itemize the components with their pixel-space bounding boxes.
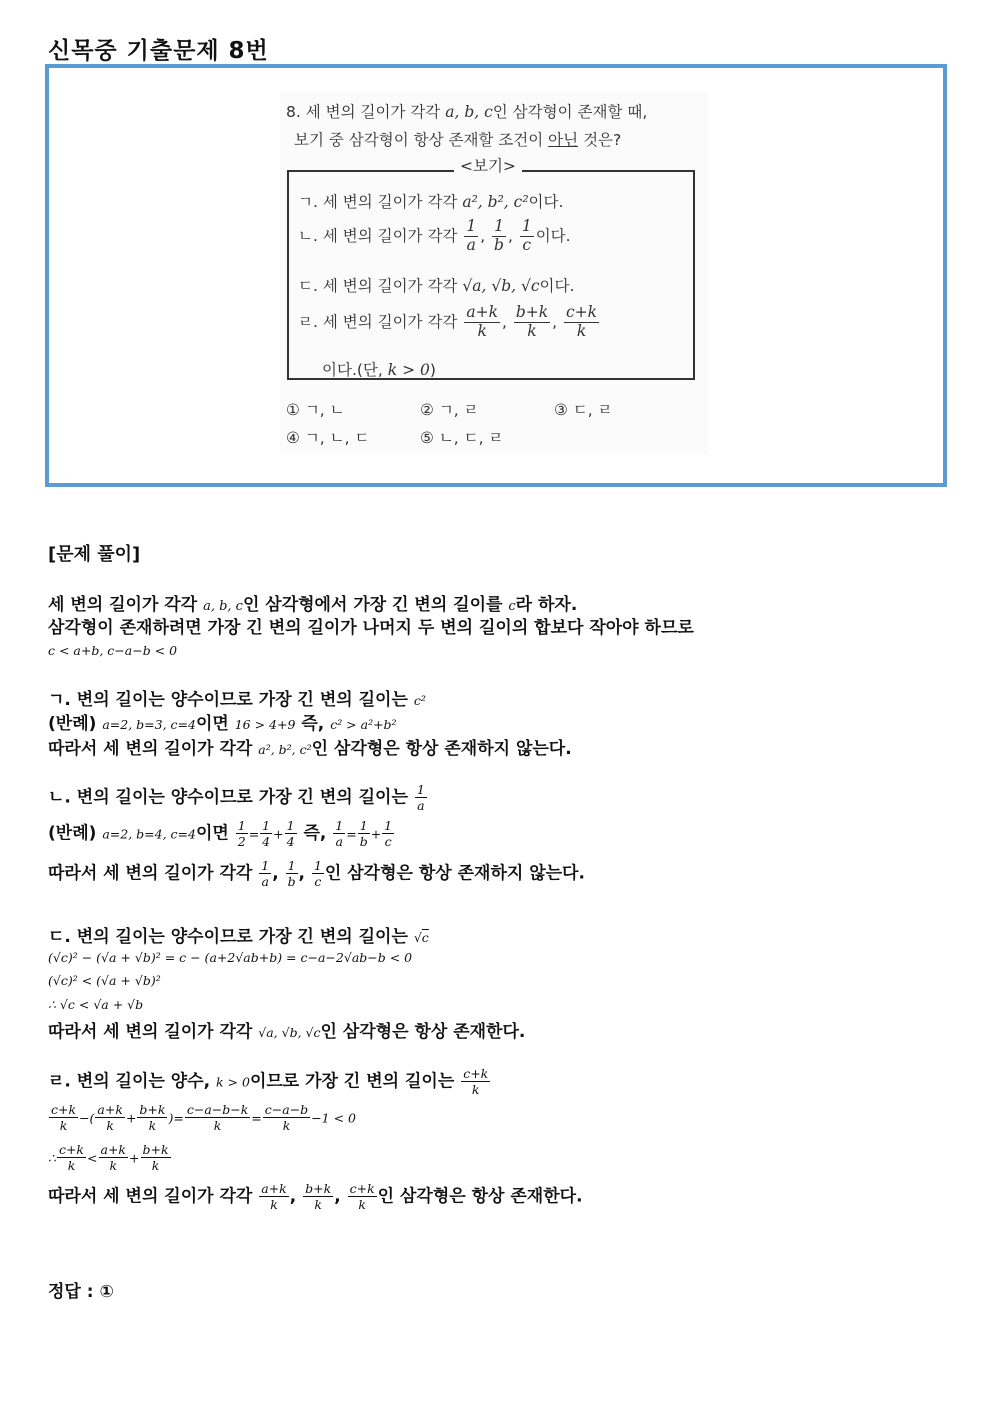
intro-line-2: 삼각형이 존재하려면 가장 긴 변의 길이가 나머지 두 변의 길이의 합보다 작아야 하므로 [48, 618, 694, 638]
d-line-4: ∴ √c < √a + √b [48, 997, 144, 1012]
fraction: $\frac{1}{a}$ [335, 818, 344, 849]
fraction: $\frac{b+k}{k}$ [139, 1102, 166, 1133]
choice-1: ① ㄱ, ㄴ [286, 401, 345, 419]
n-line-2: (반례) a=2, b=4, c=4이면 $\frac{1}{2}$ = $\frac{1}{4}$ + $\frac{1}{4}$ 즉, $\frac{1}{a}$ = $\frac{1}{b}$ + $\frac{1}{c}$ [48, 818, 393, 849]
n-line-3: 따라서 세 변의 길이가 각각 $\frac{1}{a}$ , $\frac{1}{b}$ , $\frac{1}{c}$ 인 삼각형은 항상 존재하지 않는다. [48, 858, 585, 889]
g-line-3: 따라서 세 변의 길이가 각각 a², b², c²인 삼각형은 항상 존재하지 않는다. [48, 739, 572, 759]
r-line-2: $\frac{c+k}{k}$ −( $\frac{a+k}{k}$ + $\frac{b+k}{k}$ )= $\frac{c-a-b-k}{k}$ = $\frac{c-a-b}{k}$ −1 < 0 [51, 1102, 356, 1133]
fraction: $\frac{1}{b}$ [494, 217, 504, 254]
fraction: $\frac{c+k}{k}$ [51, 1102, 77, 1133]
fraction: $\frac{1}{4}$ [262, 818, 271, 849]
fraction: $\frac{1}{b}$ [287, 858, 296, 889]
fraction: $\frac{b+k}{k}$ [305, 1181, 332, 1212]
choice-3: ③ ㄷ, ㄹ [554, 401, 613, 419]
choice-5: ⑤ ㄴ, ㄷ, ㄹ [420, 429, 504, 447]
fraction: $\frac{c+k}{k}$ [566, 303, 598, 340]
n-line-1: ㄴ. 변의 길이는 양수이므로 가장 긴 변의 길이는 $\frac{1}{a}$ [48, 782, 425, 813]
question-line-1: 8. 세 변의 길이가 각각 a, b, c인 삼각형이 존재할 때, [286, 103, 648, 121]
intro-line-1: 세 변의 길이가 각각 a, b, c인 삼각형에서 가장 긴 변의 길이를 c라 하자. [48, 595, 578, 615]
fraction: $\frac{1}{4}$ [286, 818, 295, 849]
bogi-item-4-cont: 이다.(단, k > 0) [322, 361, 436, 379]
fraction: $\frac{a+k}{k}$ [261, 1181, 287, 1212]
fraction: $\frac{1}{c}$ [521, 217, 532, 254]
r-line-1: ㄹ. 변의 길이는 양수, k > 0이므로 가장 긴 변의 길이는 $\frac{c+k}{k}$ [48, 1066, 489, 1097]
bogi-item-3: ㄷ. 세 변의 길이가 각각 √a, √b, √c이다. [298, 277, 575, 295]
solution-heading: [문제 풀이] [48, 544, 141, 565]
bogi-item-2: ㄴ. 세 변의 길이가 각각 $\frac{1}{a}$ , $\frac{1}{b}$ , $\frac{1}{c}$ 이다. [298, 217, 571, 254]
bogi-item-4: ㄹ. 세 변의 길이가 각각 $\frac{a+k}{k}$ , $\frac{b+k}{k}$ , $\frac{c+k}{k}$ [298, 303, 598, 340]
fraction: $\frac{b+k}{k}$ [515, 303, 549, 340]
d-line-5: 따라서 세 변의 길이가 각각 √a, √b, √c인 삼각형은 항상 존재한다. [48, 1022, 526, 1042]
intro-line-3: c < a+b, c−a−b < 0 [48, 643, 178, 658]
r-line-3: ∴ $\frac{c+k}{k}$ < $\frac{a+k}{k}$ + $\frac{b+k}{k}$ [48, 1142, 169, 1173]
fraction: $\frac{1}{a}$ [416, 782, 425, 813]
choice-2: ② ㄱ, ㄹ [420, 401, 479, 419]
d-line-2: (√c)² − (√a + √b)² = c − (a+2√ab+b) = c−a−2√ab−b < 0 [48, 950, 413, 965]
answer: 정답 : ① [48, 1282, 114, 1302]
fraction: $\frac{a+k}{k}$ [97, 1102, 123, 1133]
question-image [280, 92, 708, 454]
fraction: $\frac{a+k}{k}$ [100, 1142, 127, 1173]
fraction: $\frac{b+k}{k}$ [142, 1142, 169, 1173]
g-line-1: ㄱ. 변의 길이는 양수이므로 가장 긴 변의 길이는 c² [48, 690, 426, 710]
fraction: $\frac{c+k}{k}$ [58, 1142, 85, 1173]
fraction: $\frac{1}{a}$ [261, 858, 270, 889]
bogi-item-1: ㄱ. 세 변의 길이가 각각 a², b², c²이다. [298, 193, 564, 211]
fraction: $\frac{a+k}{k}$ [466, 303, 498, 340]
g-line-2: (반례) a=2, b=3, c=4이면 16 > 4+9 즉, c² > a²+b² [48, 714, 397, 734]
fraction: $\frac{1}{2}$ [237, 818, 246, 849]
fraction: $\frac{c+k}{k}$ [349, 1181, 375, 1212]
page-title: 신목중 기출문제 8번 [48, 38, 269, 64]
d-line-1: ㄷ. 변의 길이는 양수이므로 가장 긴 변의 길이는 √c [48, 927, 429, 947]
fraction: $\frac{1}{a}$ [466, 217, 477, 254]
fraction: $\frac{1}{b}$ [359, 818, 368, 849]
fraction: $\frac{c+k}{k}$ [463, 1066, 489, 1097]
fraction: $\frac{1}{c}$ [313, 858, 322, 889]
fraction: $\frac{c-a-b}{k}$ [264, 1102, 309, 1133]
d-line-3: (√c)² < (√a + √b)² [48, 973, 161, 988]
fraction: $\frac{c-a-b-k}{k}$ [186, 1102, 249, 1133]
bogi-title: <보기> [454, 154, 522, 176]
fraction: $\frac{1}{c}$ [384, 818, 393, 849]
r-line-4: 따라서 세 변의 길이가 각각 $\frac{a+k}{k}$ , $\frac{b+k}{k}$ , $\frac{c+k}{k}$ 인 삼각형은 항상 존재한다. [48, 1181, 583, 1212]
question-line-2: 보기 중 삼각형이 항상 존재할 조건이 아닌 것은? [294, 131, 622, 149]
choice-4: ④ ㄱ, ㄴ, ㄷ [286, 429, 370, 447]
